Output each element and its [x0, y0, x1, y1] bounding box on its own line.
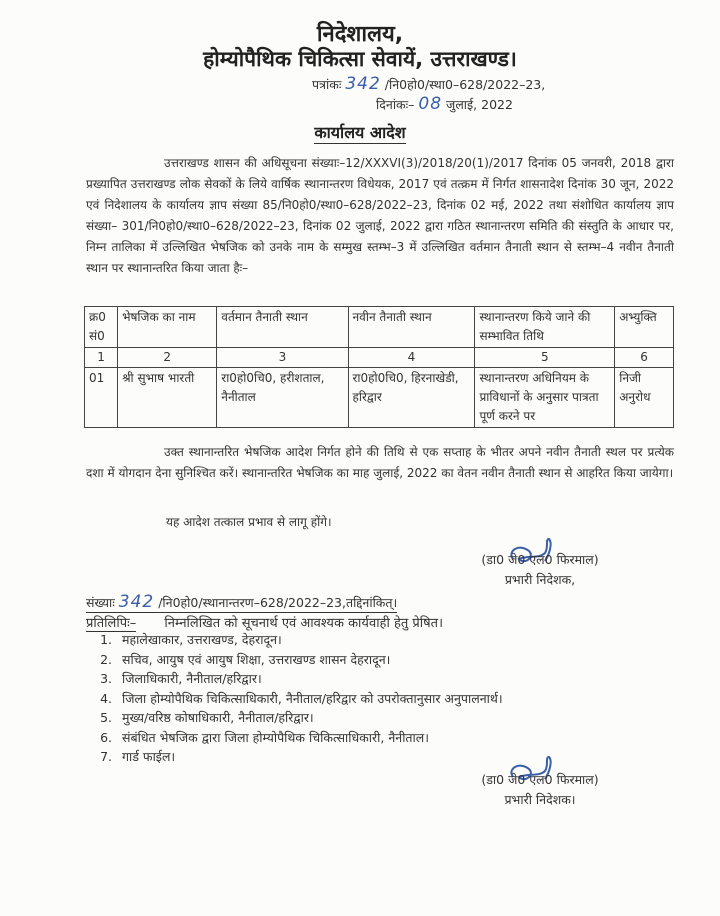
copy-text: निम्नलिखित को सूचनार्थ एवं आवश्यक कार्यवाही हेतु प्रेषित।	[164, 616, 444, 631]
copy-recipients-list	[96, 630, 503, 767]
column-number-row	[85, 348, 674, 368]
signature-block-2	[440, 770, 640, 810]
cell-current-posting: रा0हो0चि0, हरीशताल, नैनीताल	[217, 368, 348, 428]
endorsement-number	[86, 592, 397, 613]
signatory-designation: प्रभारी निदेशक।	[504, 792, 576, 807]
cell-remarks: निजी अनुरोध	[615, 368, 674, 428]
header-expected-date: स्थानान्तरण किये जाने की सम्भावित तिथि	[475, 307, 615, 348]
signatory-name: (डा0 जे0 एल0 फिरमाल)	[481, 772, 599, 787]
list-item: 3. जिलाधिकारी, नैनीताल/हरिद्वार।	[116, 669, 503, 689]
cell-expected-date: स्थानान्तरण अधिनियम के प्राविधानों के अनुसार पात्रता पूर्ण करने पर	[475, 368, 615, 428]
date-label: दिनांकः–	[376, 97, 415, 112]
table-row	[85, 368, 674, 428]
column-number: 1	[85, 348, 118, 368]
ref-number-handwritten: 342	[345, 74, 381, 94]
header-name: भेषजिक का नाम	[118, 307, 217, 348]
header-remarks: अभ्युक्ति	[615, 307, 674, 348]
list-item: 1. महालेखाकार, उत्तराखण्ड, देहरादून।	[116, 630, 503, 650]
signatory-name: (डा0 जे0 एल0 फिरमाल)	[481, 552, 599, 567]
list-item: 2. सचिव, आयुष एवं आयुष शिक्षा, उत्तराखण्ड शासन देहरादून।	[116, 650, 503, 670]
list-item: 5. मुख्य/वरिष्ठ कोषाधिकारी, नैनीताल/हरिद्वार।	[116, 708, 503, 728]
copy-label: प्रतिलिपिः–	[86, 616, 137, 631]
endorsement-suffix: /नि0हो0/स्थानान्तरण–628/2022–23,तद्दिनांकित्।	[158, 595, 398, 610]
ref-suffix: /नि0हो0/स्था0–628/2022–23,	[384, 77, 546, 92]
header-serial: क्र0 सं0	[85, 307, 118, 348]
date-day-handwritten: 08	[418, 94, 443, 114]
order-paragraph-1: उत्तराखण्ड शासन की अधिसूचना संख्याः–12/XXXVI(3)/2018/20(1)/2017 दिनांक 05 जनवरी, 2018 द्वारा प्रख्यापित उत्तराखण्ड लोक सेवकों के लिये वार्षिक स्थानान्तरण विधेयक, 2017 एवं तत्क्रम में निर्गत शासनादेश दिनांक 30 जून, 2022 एवं निदेशालय के कार्यालय ज्ञाप संख्या 85/नि0हो0/स्था0–628/2022–23, दिनांक 02 मई, 2022 तथा संशोधित कार्यालय ज्ञाप संख्या– 301/नि0हो0/स्था0–628/2022–23, दिनांक 02 जुलाई, 2022 द्वारा गठित स्थानान्तरण समिति की संस्तुति के आधार पर, निम्न तालिका में उल्लिखित भेषजिक को उनके नाम के सम्मुख स्तम्भ–3 में उल्लिखित वर्तमान तैनाती स्थान से स्तम्भ–4 नवीन तैनाती स्थान पर स्थानान्तरित किया जाता हैः–	[86, 156, 674, 275]
letter-date	[376, 94, 513, 114]
list-item: 4. जिला होम्योपैथिक चिकित्साधिकारी, नैनीताल/हरिद्वार को उपरोक्तानुसार अनुपालनार्थ।	[116, 689, 503, 709]
endorsement-number-handwritten: 342	[118, 592, 155, 612]
order-title: कार्यालय आदेश	[314, 123, 406, 142]
order-paragraph-3: यह आदेश तत्काल प्रभाव से लागू होंगे।	[166, 515, 332, 529]
column-number: 4	[348, 348, 475, 368]
cell-serial: 01	[85, 368, 118, 428]
ref-label: पत्रांकः	[312, 77, 342, 92]
cell-new-posting: रा0हो0चि0, हिरनाखेडी, हरिद्वार	[348, 368, 475, 428]
column-number: 6	[615, 348, 674, 368]
directorate-title: निदेशालय,	[316, 22, 404, 47]
transfer-table	[84, 306, 674, 428]
table-header-row	[85, 307, 674, 348]
column-number: 3	[217, 348, 348, 368]
letter-reference	[312, 74, 545, 94]
list-item: 6. संबंधित भेषजिक द्वारा जिला होम्योपैथिक चिकित्साधिकारी, नैनीताल।	[116, 728, 503, 748]
endorsement-label: संख्याः	[86, 595, 115, 610]
copy-to-heading	[86, 613, 443, 631]
list-item: 7. गार्ड फाईल।	[116, 747, 503, 767]
header-new-posting: नवीन तैनाती स्थान	[348, 307, 475, 348]
date-rest: जुलाई, 2022	[446, 97, 513, 112]
header-current-posting: वर्तमान तैनाती स्थान	[217, 307, 348, 348]
column-number: 5	[475, 348, 615, 368]
signatory-designation: प्रभारी निदेशक,	[504, 572, 576, 587]
order-paragraph-2: उक्त स्थानान्तरित भेषजिक आदेश निर्गत होने की तिथि से एक सप्ताह के भीतर अपने नवीन तैनाती स्थल पर प्रत्येक दशा में योगदान देना सुनिश्चित करें। स्थानान्तरित भेषजिक का माह जुलाई, 2022 का वेतन नवीन तैनाती स्थान से आहरित किया जायेगा।	[86, 445, 674, 480]
signature-block-1	[440, 550, 640, 590]
column-number: 2	[118, 348, 217, 368]
department-title: होम्योपैथिक चिकित्सा सेवायें, उत्तराखण्ड।	[203, 47, 517, 71]
cell-name: श्री सुभाष भारती	[118, 368, 217, 428]
